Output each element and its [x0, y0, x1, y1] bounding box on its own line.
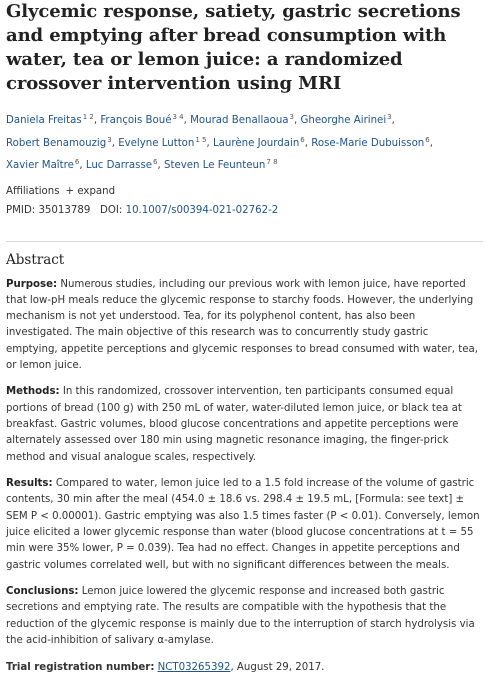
- author-link[interactable]: François Boué$^{3 4}$: [100, 113, 184, 126]
- author-link[interactable]: Rose-Marie Dubuisson$^6$: [311, 135, 430, 149]
- author-link[interactable]: Steven Le Feunteun$^{7 8}$: [164, 158, 278, 171]
- author-link[interactable]: Daniela Freitas$^{1 2}$: [6, 113, 94, 126]
- expand-affiliations-button[interactable]: + expand: [65, 185, 116, 197]
- author-link[interactable]: Mourad Benallaoua$^3$: [190, 113, 294, 126]
- affiliation-ref[interactable]: 3 4: [172, 113, 184, 121]
- doi-label: DOI:: [100, 204, 123, 216]
- identifiers-row: [6, 203, 483, 219]
- abstract-conclusions: Conclusions: Lemon juice lowered the glycemic response and increased both gastric secretions and emptying rate. The results are compatible with the hypothesis that the reduction of the glycemic response is mainly due to the interruption of starch hydrolysis via the acid-inhibition of salivary α-amylase.: [6, 586, 475, 646]
- affiliations-row: [6, 184, 483, 200]
- affiliation-ref[interactable]: 6: [74, 158, 80, 166]
- article-page: [6, 0, 483, 676]
- affiliation-ref[interactable]: 6: [425, 135, 430, 144]
- author-link[interactable]: Robert Benamouzig$^3$: [6, 135, 112, 149]
- author-link[interactable]: Evelyne Lutton$^{1 5}$: [118, 135, 207, 149]
- trial-label: Trial registration number:: [6, 662, 155, 674]
- trial-link[interactable]: NCT03265392: [157, 662, 231, 674]
- article-title: Glycemic response, satiety, gastric secretions and emptying after bread consumption with water, tea or lemon juice: a randomized crossover intervention using MRI: [6, 1, 461, 94]
- pmid: PMID: 35013789: [6, 204, 91, 216]
- trial-date: , August 29, 2017.: [230, 662, 325, 674]
- author-list: Daniela Freitas$^{1 2}$, François Boué$^{3 4}$, Mourad Benallaoua$^3$, Gheorghe Airinei$^3$, Robert Benamouzig$^3$, Evelyne Lutton$^{1 5}$, Laurène Jourdain$^6$, Rose-Marie Dubuisson$^6$, Xavier Maître$^6$, Luc Darrasse$^6$, Steven Le Feunteun$^{7 8}$: [6, 113, 433, 171]
- author-link[interactable]: Laurène Jourdain$^6$: [213, 135, 305, 149]
- affiliation-ref[interactable]: 6: [300, 135, 305, 144]
- author-link[interactable]: Gheorghe Airinei$^3$: [300, 113, 392, 126]
- abstract-heading: Abstract: [6, 241, 483, 268]
- affiliations-label: Affiliations: [6, 185, 60, 197]
- affiliation-ref[interactable]: 3: [289, 113, 294, 121]
- author-link[interactable]: Xavier Maître$^6$: [6, 158, 80, 171]
- affiliation-ref[interactable]: 3: [107, 135, 112, 144]
- abstract-purpose: Purpose: Numerous studies, including our previous work with lemon juice, have reported that low-pH meals reduce the glycemic response to starchy foods. However, the underlying mechanism is not yet understood. Tea, for its polyphenol content, has also been investigated. The main objective of this research was to concurrently study gastric emptying, appetite perceptions and glycemic responses to bread consumed with water, tea, or lemon juice.: [6, 278, 478, 371]
- abstract-methods: Methods: In this randomized, crossover intervention, ten participants consumed equal portions of bread (100 g) with 250 mL of water, water-diluted lemon juice, or black tea at breakfast. Gastric volumes, blood glucose concentrations and appetite perceptions were alternately assessed over 180 min using magnetic resonance imaging, the finger-prick method and visual analogue scales, respectively.: [6, 386, 462, 463]
- abstract-results: Results: Compared to water, lemon juice led to a 1.5 fold increase of the volume of gastric contents, 30 min after the meal (454.0 ± 18.6 vs. 298.4 ± 19.5 mL, [Formula: see text] ± SEM P < 0.00001). Gastric emptying was also 1.5 times faster (P < 0.01). Conversely, lemon juice elicited a lower glycemic response than water (blood glucose concentrations at t = 55 min were 35% lower, P = 0.039). Tea had no effect. Changes in appetite perceptions and gastric volumes correlated well, but with no significant differences between the meals.: [6, 478, 480, 571]
- affiliation-ref[interactable]: 1 5: [195, 135, 207, 144]
- affiliation-ref[interactable]: 3: [387, 113, 392, 121]
- author-link[interactable]: Luc Darrasse$^6$: [85, 158, 158, 171]
- affiliation-ref[interactable]: 7 8: [266, 158, 278, 166]
- trial-registration: [6, 660, 483, 676]
- affiliation-ref[interactable]: 6: [153, 158, 158, 166]
- doi-link[interactable]: 10.1007/s00394-021-02762-2: [125, 204, 279, 216]
- affiliation-ref[interactable]: 1 2: [82, 113, 94, 121]
